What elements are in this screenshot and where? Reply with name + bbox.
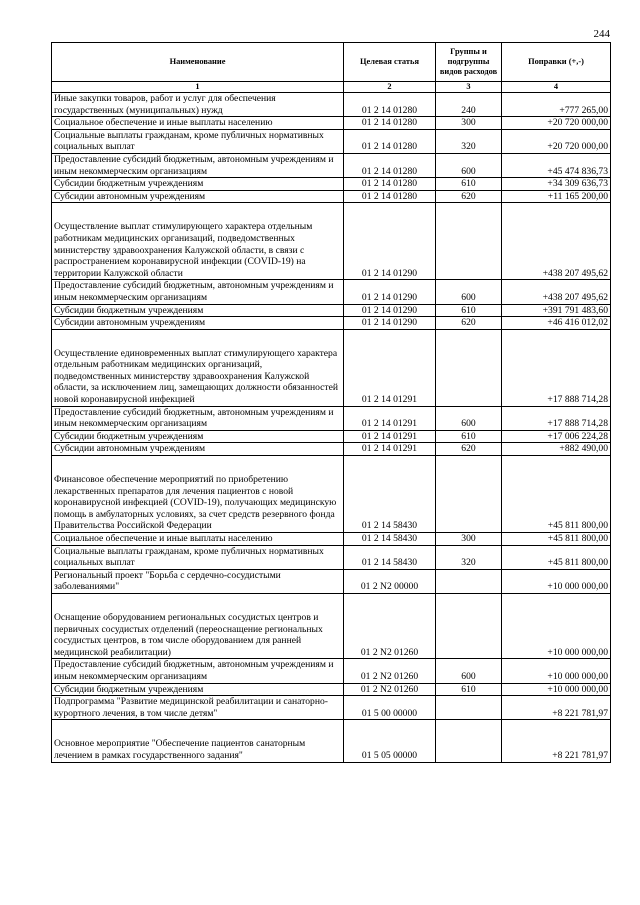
row-code-cell: 01 2 14 01280 (344, 93, 436, 117)
row-name-cell: Предоставление субсидий бюджетным, автономным учреждениям и иным некоммерческим организациям (52, 406, 344, 430)
column-number: 3 (436, 82, 502, 93)
row-group-cell (436, 593, 502, 658)
table-row (52, 153, 611, 177)
row-name-cell: Предоставление субсидий бюджетным, автономным учреждениям и иным некоммерческим организациям (52, 659, 344, 683)
row-name-cell: Субсидии автономным учреждениям (52, 317, 344, 330)
column-number: 1 (52, 82, 344, 93)
row-name-cell: Социальные выплаты гражданам, кроме публичных нормативных социальных выплат (52, 129, 344, 153)
row-name-cell: Субсидии автономным учреждениям (52, 443, 344, 456)
header-row (52, 43, 611, 82)
row-code-cell: 01 2 14 01280 (344, 190, 436, 203)
row-code-cell: 01 2 14 01280 (344, 129, 436, 153)
row-code-cell: 01 2 14 01290 (344, 304, 436, 317)
table-row (52, 317, 611, 330)
row-group-cell: 320 (436, 545, 502, 569)
table-row (52, 683, 611, 696)
row-group-cell: 240 (436, 93, 502, 117)
row-code-cell: 01 2 14 01291 (344, 406, 436, 430)
row-group-cell (436, 696, 502, 720)
row-group-cell: 300 (436, 117, 502, 130)
budget-table (51, 42, 611, 763)
row-group-cell (436, 329, 502, 406)
row-code-cell: 01 2 N2 01260 (344, 659, 436, 683)
table-row (52, 720, 611, 762)
row-name-cell: Финансовое обеспечение мероприятий по приобретению лекарственных препаратов для лечения пациентов с новой коронавирусной инфекцией (COVID-19), получающих медицинскую помощь в амбулаторных условиях, за счет средств резервного фонда Правительства Российской Федерации (52, 456, 344, 533)
row-amount-cell: +45 811 800,00 (502, 456, 611, 533)
row-amount-cell: +17 888 714,28 (502, 406, 611, 430)
table-row (52, 533, 611, 546)
column-number-row (52, 82, 611, 93)
row-code-cell: 01 2 14 01291 (344, 443, 436, 456)
row-group-cell: 610 (436, 304, 502, 317)
row-code-cell: 01 2 14 58430 (344, 533, 436, 546)
row-name-cell: Субсидии автономным учреждениям (52, 190, 344, 203)
row-amount-cell: +45 811 800,00 (502, 545, 611, 569)
row-name-cell: Социальные выплаты гражданам, кроме публичных нормативных социальных выплат (52, 545, 344, 569)
table-row (52, 280, 611, 304)
row-group-cell: 620 (436, 317, 502, 330)
row-name-cell: Подпрограмма "Развитие медицинской реабилитации и санаторно-курортного лечения, в том числе детям" (52, 696, 344, 720)
row-amount-cell: +45 474 836,73 (502, 153, 611, 177)
row-group-cell: 600 (436, 280, 502, 304)
table-row (52, 329, 611, 406)
row-amount-cell: +438 207 495,62 (502, 280, 611, 304)
table-row (52, 696, 611, 720)
row-amount-cell: +10 000 000,00 (502, 683, 611, 696)
table-row (52, 545, 611, 569)
row-group-cell: 600 (436, 153, 502, 177)
row-amount-cell: +10 000 000,00 (502, 569, 611, 593)
row-name-cell: Субсидии бюджетным учреждениям (52, 683, 344, 696)
row-amount-cell: +8 221 781,97 (502, 696, 611, 720)
row-group-cell: 610 (436, 683, 502, 696)
table-row (52, 178, 611, 191)
row-code-cell: 01 2 14 01280 (344, 117, 436, 130)
row-group-cell (436, 456, 502, 533)
row-code-cell: 01 2 14 01280 (344, 153, 436, 177)
row-name-cell: Основное мероприятие "Обеспечение пациентов санаторным лечением в рамках государственного задания" (52, 720, 344, 762)
row-name-cell: Оснащение оборудованием региональных сосудистых центров и первичных сосудистых отделений (переоснащение региональных сосудистых центров, в том числе оборудованием для ранней медицинской реабилитации) (52, 593, 344, 658)
column-number: 4 (502, 82, 611, 93)
row-code-cell: 01 2 N2 01260 (344, 593, 436, 658)
row-code-cell: 01 2 14 01291 (344, 430, 436, 443)
row-group-cell: 620 (436, 190, 502, 203)
table-row (52, 117, 611, 130)
row-amount-cell: +20 720 000,00 (502, 129, 611, 153)
row-group-cell: 620 (436, 443, 502, 456)
row-amount-cell: +17 006 224,28 (502, 430, 611, 443)
row-amount-cell: +34 309 636,73 (502, 178, 611, 191)
row-name-cell: Социальное обеспечение и иные выплаты населению (52, 117, 344, 130)
row-group-cell: 320 (436, 129, 502, 153)
row-code-cell: 01 2 N2 00000 (344, 569, 436, 593)
header-code: Целевая статья (344, 43, 436, 82)
table-row (52, 456, 611, 533)
row-group-cell: 600 (436, 659, 502, 683)
row-code-cell: 01 2 14 58430 (344, 545, 436, 569)
table-row (52, 443, 611, 456)
column-number: 2 (344, 82, 436, 93)
row-group-cell (436, 720, 502, 762)
row-amount-cell: +10 000 000,00 (502, 659, 611, 683)
row-name-cell: Субсидии бюджетным учреждениям (52, 304, 344, 317)
table-row (52, 430, 611, 443)
table-row (52, 203, 611, 280)
row-amount-cell: +20 720 000,00 (502, 117, 611, 130)
row-name-cell: Субсидии бюджетным учреждениям (52, 178, 344, 191)
row-code-cell: 01 2 14 01291 (344, 329, 436, 406)
row-group-cell: 610 (436, 430, 502, 443)
row-name-cell: Социальное обеспечение и иные выплаты населению (52, 533, 344, 546)
table-row (52, 593, 611, 658)
row-name-cell: Иные закупки товаров, работ и услуг для обеспечения государственных (муниципальных) нужд (52, 93, 344, 117)
row-name-cell: Осуществление выплат стимулирующего характера отдельным работникам медицинских организаций, подведомственных министерству здравоохранения Калужской области, в связи с распространением коронавирусной инфекции (COVID-19) на территории Калужской области (52, 203, 344, 280)
row-code-cell: 01 2 14 58430 (344, 456, 436, 533)
row-code-cell: 01 5 00 00000 (344, 696, 436, 720)
header-name: Наименование (52, 43, 344, 82)
row-code-cell: 01 2 14 01280 (344, 178, 436, 191)
row-group-cell: 610 (436, 178, 502, 191)
row-amount-cell: +777 265,00 (502, 93, 611, 117)
row-group-cell (436, 203, 502, 280)
row-group-cell (436, 569, 502, 593)
row-amount-cell: +8 221 781,97 (502, 720, 611, 762)
table-row (52, 93, 611, 117)
header-group: Группы и подгруппы видов расходов (436, 43, 502, 82)
row-name-cell: Предоставление субсидий бюджетным, автономным учреждениям и иным некоммерческим организациям (52, 280, 344, 304)
row-code-cell: 01 2 N2 01260 (344, 683, 436, 696)
row-name-cell: Предоставление субсидий бюджетным, автономным учреждениям и иным некоммерческим организациям (52, 153, 344, 177)
row-code-cell: 01 5 05 00000 (344, 720, 436, 762)
row-amount-cell: +46 416 012,02 (502, 317, 611, 330)
table-row (52, 406, 611, 430)
row-amount-cell: +17 888 714,28 (502, 329, 611, 406)
row-name-cell: Осуществление единовременных выплат стимулирующего характера отдельным работникам медицинских организаций, подведомственных министерству здравоохранения Калужской области, за исключением лиц, замещающих должности обязанностей новой коронавирусной инфекцией (52, 329, 344, 406)
table-row (52, 190, 611, 203)
row-amount-cell: +882 490,00 (502, 443, 611, 456)
row-amount-cell: +438 207 495,62 (502, 203, 611, 280)
row-amount-cell: +10 000 000,00 (502, 593, 611, 658)
row-code-cell: 01 2 14 01290 (344, 317, 436, 330)
row-amount-cell: +45 811 800,00 (502, 533, 611, 546)
table-row (52, 304, 611, 317)
page-number: 244 (593, 28, 610, 40)
table-row (52, 129, 611, 153)
row-group-cell: 300 (436, 533, 502, 546)
table-row (52, 659, 611, 683)
row-code-cell: 01 2 14 01290 (344, 280, 436, 304)
row-name-cell: Региональный проект "Борьба с сердечно-сосудистыми заболеваниями" (52, 569, 344, 593)
row-code-cell: 01 2 14 01290 (344, 203, 436, 280)
row-group-cell: 600 (436, 406, 502, 430)
row-amount-cell: +391 791 483,60 (502, 304, 611, 317)
row-name-cell: Субсидии бюджетным учреждениям (52, 430, 344, 443)
row-amount-cell: +11 165 200,00 (502, 190, 611, 203)
header-amount: Поправки (+,-) (502, 43, 611, 82)
table-row (52, 569, 611, 593)
